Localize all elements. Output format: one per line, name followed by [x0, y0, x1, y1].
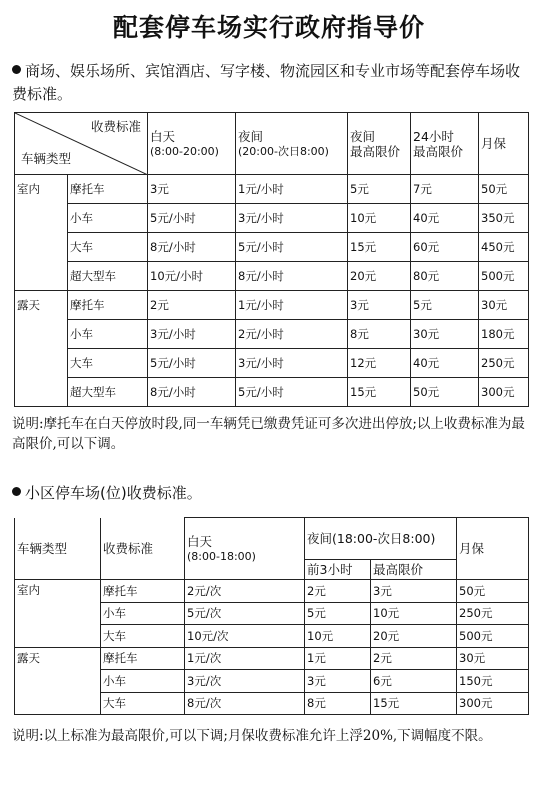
monthly-cell: 350元 — [479, 204, 529, 233]
location-cell: 露天 — [15, 291, 68, 407]
day-header: 白天 (8:00-20:00) — [148, 113, 236, 175]
vehicle-type-cell: 小车 — [101, 602, 185, 625]
location-cell: 室内 — [15, 580, 101, 648]
vehicle-type-cell: 超大型车 — [68, 262, 148, 291]
max-price-cell: 15元 — [371, 692, 457, 715]
night-header: 夜间 (20:00-次日8:00) — [236, 113, 348, 175]
first-3h-cell: 1元 — [305, 647, 371, 670]
max-price-cell: 6元 — [371, 670, 457, 693]
night-header: 夜间(18:00-次日8:00) — [305, 518, 457, 560]
night-max-cell: 3元 — [348, 291, 411, 320]
h24-max-cell: 7元 — [411, 175, 479, 204]
location-cell: 露天 — [15, 647, 101, 715]
day-fee-cell: 5元/小时 — [148, 349, 236, 378]
diagonal-header-cell — [15, 113, 148, 175]
residential-parking-fee-table — [14, 517, 529, 715]
h24-max-cell: 40元 — [411, 204, 479, 233]
monthly-cell: 500元 — [479, 262, 529, 291]
monthly-cell: 300元 — [457, 692, 529, 715]
h24-max-cell: 30元 — [411, 320, 479, 349]
section2-note: 说明:以上标准为最高限价,可以下调;月保收费标准允许上浮20%,下调幅度不限。 — [12, 728, 492, 744]
table-row — [15, 233, 529, 262]
night-max-cell: 20元 — [348, 262, 411, 291]
commercial-parking-fee-table — [14, 112, 529, 407]
monthly-cell: 450元 — [479, 233, 529, 262]
table-row — [15, 349, 529, 378]
section2-heading — [12, 482, 528, 505]
bullet-icon — [12, 65, 21, 74]
max-price-cell: 10元 — [371, 602, 457, 625]
section1-heading — [12, 60, 528, 106]
monthly-cell: 250元 — [479, 349, 529, 378]
day-fee-cell: 5元/小时 — [148, 204, 236, 233]
night-fee-cell: 3元/小时 — [236, 204, 348, 233]
first-3h-header: 前3小时 — [305, 560, 371, 580]
night-fee-cell: 1元/小时 — [236, 291, 348, 320]
bullet-icon — [12, 487, 21, 496]
max-price-cell: 3元 — [371, 580, 457, 603]
day-fee-cell: 2元/次 — [185, 580, 305, 603]
section1-heading-text: 商场、娱乐场所、宾馆酒店、写字楼、物流园区和专业市场等配套停车场收费标准。 — [12, 62, 521, 103]
monthly-cell: 50元 — [479, 175, 529, 204]
first-3h-cell: 5元 — [305, 602, 371, 625]
first-3h-cell: 3元 — [305, 670, 371, 693]
charge-standard-label: 收费标准 — [90, 119, 141, 134]
max-price-cell: 20元 — [371, 625, 457, 648]
first-3h-cell: 10元 — [305, 625, 371, 648]
h24-max-cell: 5元 — [411, 291, 479, 320]
h24-max-cell: 80元 — [411, 262, 479, 291]
night-fee-cell: 8元/小时 — [236, 262, 348, 291]
night-max-header: 夜间 最高限价 — [348, 113, 411, 175]
day-fee-cell: 10元/小时 — [148, 262, 236, 291]
table-row — [15, 291, 529, 320]
vehicle-type-cell: 小车 — [101, 670, 185, 693]
monthly-cell: 50元 — [457, 580, 529, 603]
vehicle-type-cell: 小车 — [68, 320, 148, 349]
monthly-cell: 150元 — [457, 670, 529, 693]
table-row — [15, 204, 529, 233]
vehicle-type-cell: 大车 — [68, 349, 148, 378]
monthly-cell: 180元 — [479, 320, 529, 349]
table-row — [15, 378, 529, 407]
vehicle-type-header: 车辆类型 — [15, 518, 101, 580]
24h-max-header: 24小时 最高限价 — [411, 113, 479, 175]
location-cell: 室内 — [15, 175, 68, 291]
vehicle-type-cell: 摩托车 — [101, 647, 185, 670]
day-fee-cell: 10元/次 — [185, 625, 305, 648]
night-fee-cell: 5元/小时 — [236, 233, 348, 262]
vehicle-type-cell: 摩托车 — [68, 291, 148, 320]
day-header: 白天 (8:00-18:00) — [185, 518, 305, 580]
section2-heading-text: 小区停车场(位)收费标准。 — [25, 484, 202, 502]
vehicle-type-cell: 摩托车 — [68, 175, 148, 204]
table-row — [15, 647, 529, 670]
night-max-cell: 12元 — [348, 349, 411, 378]
h24-max-cell: 40元 — [411, 349, 479, 378]
vehicle-type-cell: 大车 — [68, 233, 148, 262]
night-max-cell: 15元 — [348, 378, 411, 407]
night-max-cell: 5元 — [348, 175, 411, 204]
day-fee-cell: 8元/小时 — [148, 378, 236, 407]
table-row — [15, 262, 529, 291]
night-max-cell: 8元 — [348, 320, 411, 349]
vehicle-type-cell: 大车 — [101, 692, 185, 715]
first-3h-cell: 2元 — [305, 580, 371, 603]
h24-max-cell: 50元 — [411, 378, 479, 407]
monthly-cell: 500元 — [457, 625, 529, 648]
day-fee-cell: 3元/次 — [185, 670, 305, 693]
day-fee-cell: 2元 — [148, 291, 236, 320]
vehicle-type-label: 车辆类型 — [21, 151, 72, 166]
day-fee-cell: 3元 — [148, 175, 236, 204]
night-max-cell: 15元 — [348, 233, 411, 262]
charge-standard-header: 收费标准 — [101, 518, 185, 580]
day-fee-cell: 8元/小时 — [148, 233, 236, 262]
monthly-cell: 30元 — [479, 291, 529, 320]
day-fee-cell: 5元/次 — [185, 602, 305, 625]
day-fee-cell: 8元/次 — [185, 692, 305, 715]
table-row — [15, 580, 529, 603]
h24-max-cell: 60元 — [411, 233, 479, 262]
table-row — [15, 320, 529, 349]
max-price-cell: 2元 — [371, 647, 457, 670]
monthly-header: 月保 — [457, 518, 529, 580]
page-title: 配套停车场实行政府指导价 — [112, 13, 425, 42]
night-fee-cell: 2元/小时 — [236, 320, 348, 349]
day-fee-cell: 3元/小时 — [148, 320, 236, 349]
monthly-cell: 250元 — [457, 602, 529, 625]
table-row — [15, 175, 529, 204]
day-fee-cell: 1元/次 — [185, 647, 305, 670]
vehicle-type-cell: 大车 — [101, 625, 185, 648]
night-fee-cell: 5元/小时 — [236, 378, 348, 407]
night-max-cell: 10元 — [348, 204, 411, 233]
first-3h-cell: 8元 — [305, 692, 371, 715]
monthly-cell: 300元 — [479, 378, 529, 407]
monthly-cell: 30元 — [457, 647, 529, 670]
night-fee-cell: 1元/小时 — [236, 175, 348, 204]
vehicle-type-cell: 摩托车 — [101, 580, 185, 603]
vehicle-type-cell: 小车 — [68, 204, 148, 233]
section1-note: 说明:摩托车在白天停放时段,同一车辆凭已缴费凭证可多次进出停放;以上收费标准为最高限价,可以下调。 — [12, 416, 525, 452]
vehicle-type-cell: 超大型车 — [68, 378, 148, 407]
max-price-header: 最高限价 — [371, 560, 457, 580]
night-fee-cell: 3元/小时 — [236, 349, 348, 378]
monthly-header: 月保 — [479, 113, 529, 175]
